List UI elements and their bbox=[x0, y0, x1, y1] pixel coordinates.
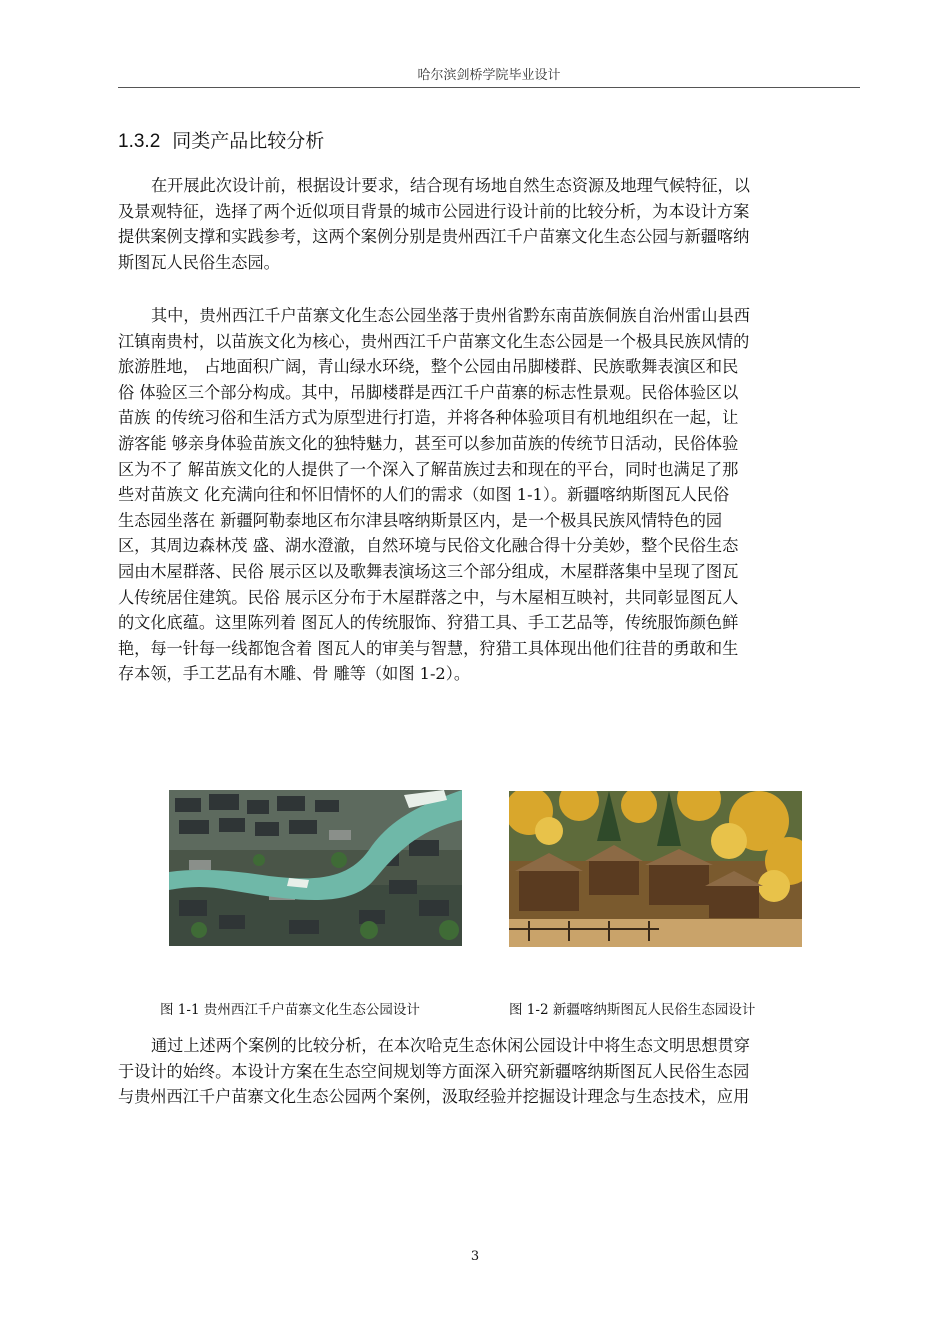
text-line: 及景观特征，选择了两个近似项目背景的城市公园进行设计前的比较分析，为本设计方案 bbox=[118, 201, 750, 221]
text-line: 通过上述两个案例的比较分析，在本次哈克生态休闲公园设计中将生态文明思想贯穿 bbox=[151, 1036, 750, 1055]
text-line: 与贵州西江千户苗寨文化生态公园两个案例，汲取经验并挖掘设计理念与生态技术，应用 bbox=[118, 1087, 750, 1107]
aerial-village-image bbox=[169, 790, 462, 946]
text-line: 区，其周边森林茂 盛、湖水澄澈，自然环境与民俗文化融合得十分美妙，整个民俗生态 bbox=[118, 536, 739, 556]
text-line: 些对苗族文 化充满向往和怀旧情怀的人们的需求（如图 1-1）。新疆喀纳斯图瓦人民俗 bbox=[118, 485, 730, 505]
text-line: 的文化底蕴。这里陈列着 图瓦人的传统服饰、狩猎工具、手工艺品等，传统服饰颜色鲜 bbox=[118, 613, 739, 633]
figure-xijiang-miao-village-photo bbox=[169, 790, 462, 946]
text-line: 其中，贵州西江千户苗寨文化生态公园坐落于贵州省黔东南苗族侗族自治州雷山县西 bbox=[151, 306, 750, 325]
text-line: 生态园坐落在 新疆阿勒泰地区布尔津县喀纳斯景区内，是一个极具民族风情特色的园 bbox=[118, 510, 723, 530]
section-heading bbox=[118, 126, 324, 153]
figure-caption-1-2: 图 1-2 新疆喀纳斯图瓦人民俗生态园设计 bbox=[509, 1002, 756, 1018]
autumn-village-image bbox=[509, 791, 802, 947]
text-line: 游客能 够亲身体验苗族文化的独特魅力，甚至可以参加苗族的传统节日活动，民俗体验 bbox=[118, 433, 739, 453]
page-header: 哈尔滨剑桥学院毕业设计 bbox=[417, 68, 561, 83]
paragraph-cases bbox=[118, 303, 860, 687]
page-number: 3 bbox=[470, 1249, 480, 1264]
paragraph-conclusion bbox=[118, 1033, 860, 1110]
section-number: 1.3.2 bbox=[118, 131, 161, 152]
text-line: 斯图瓦人民俗生态园。 bbox=[118, 252, 280, 272]
figure-kanas-tuva-village-photo bbox=[509, 791, 802, 947]
figure-caption-1-1: 图 1-1 贵州西江千户苗寨文化生态公园设计 bbox=[160, 1002, 420, 1018]
text-line: 存本领，手工艺品有木雕、骨 雕等（如图 1-2）。 bbox=[118, 664, 471, 684]
text-line: 俗 体验区三个部分构成。其中，吊脚楼群是西江千户苗寨的标志性景观。民俗体验区以 bbox=[118, 382, 739, 402]
text-line: 旅游胜地， 占地面积广阔，青山绿水环绕，整个公园由吊脚楼群、民族歌舞表演区和民 bbox=[118, 357, 739, 377]
section-title: 同类产品比较分析 bbox=[172, 130, 325, 152]
text-line: 园由木屋群落、民俗 展示区以及歌舞表演场这三个部分组成，木屋群落集中呈现了图瓦 bbox=[118, 561, 739, 581]
text-line: 人传统居住建筑。民俗 展示区分布于木屋群落之中，与木屋相互映衬，共同彰显图瓦人 bbox=[118, 587, 739, 607]
text-line: 苗族 的传统习俗和生活方式为原型进行打造，并将各种体验项目有机地组织在一起，让 bbox=[118, 408, 739, 428]
text-line: 江镇南贵村，以苗族文化为核心，贵州西江千户苗寨文化生态公园是一个极具民族风情的 bbox=[118, 331, 750, 351]
text-line: 艳，每一针每一线都饱含着 图瓦人的审美与智慧，狩猎工具体现出他们往昔的勇敢和生 bbox=[118, 638, 739, 658]
header-divider bbox=[118, 87, 860, 88]
text-line: 提供案例支撑和实践参考，这两个案例分别是贵州西江千户苗寨文化生态公园与新疆喀纳 bbox=[118, 227, 750, 247]
paragraph-intro bbox=[118, 173, 860, 275]
text-line: 在开展此次设计前，根据设计要求，结合现有场地自然生态资源及地理气候特征，以 bbox=[151, 176, 750, 195]
text-line: 区为不了 解苗族文化的人提供了一个深入了解苗族过去和现在的平台，同时也满足了那 bbox=[118, 459, 739, 479]
text-line: 于设计的始终。本设计方案在生态空间规划等方面深入研究新疆喀纳斯图瓦人民俗生态园 bbox=[118, 1061, 750, 1081]
